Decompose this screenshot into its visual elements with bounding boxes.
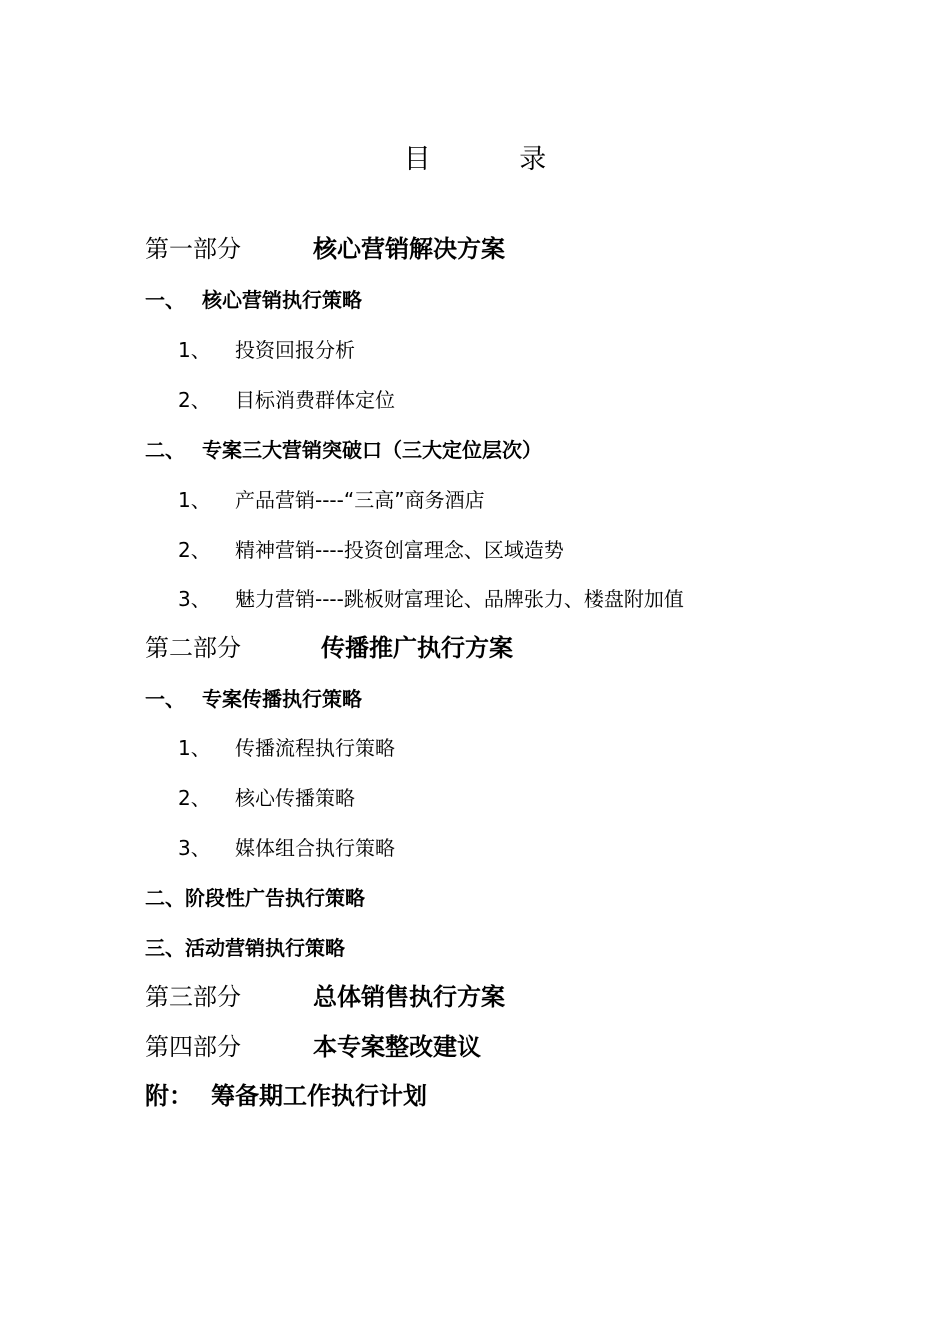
toc-section-2-2 [145,888,365,908]
section-1-1-title: 核心营销执行策略 [202,288,362,312]
item-2-1-2-number: 2、 [178,786,211,810]
part-4-lead: 第四部分 [145,1033,241,1061]
item-2-1-3-title: 媒体组合执行策略 [235,836,395,860]
part-4-title: 本专案整改建议 [313,1033,481,1061]
section-2-1-title: 专案传播执行策略 [202,687,362,711]
section-2-1-number: 一、 [145,687,185,711]
section-1-2-title: 专案三大营销突破口（三大定位层次） [202,438,542,462]
toc-section-1-2 [145,440,542,460]
item-1-1-1-number: 1、 [178,338,211,362]
item-2-1-1-title: 传播流程执行策略 [235,736,395,760]
section-2-3-title: 三、活动营销执行策略 [145,936,345,960]
toc-item-1-1-1 [178,340,355,360]
part-1-lead: 第一部分 [145,235,241,263]
item-1-2-3-number: 3、 [178,587,211,611]
item-2-1-3-number: 3、 [178,836,211,860]
toc-part-2 [145,636,513,660]
item-1-2-2-number: 2、 [178,538,211,562]
toc-appendix [145,1084,427,1108]
toc-part-4 [145,1035,481,1059]
part-3-title: 总体销售执行方案 [313,983,505,1011]
toc-item-1-2-3 [178,589,684,609]
item-1-2-1-title: 产品营销----“三高”商务酒店 [235,488,485,512]
part-1-title: 核心营销解决方案 [313,235,505,263]
part-2-title: 传播推广执行方案 [321,634,513,662]
item-1-1-2-title: 目标消费群体定位 [235,388,395,412]
page-title: 目 录 [403,144,587,175]
item-2-1-1-number: 1、 [178,736,211,760]
toc-item-2-1-3 [178,838,395,858]
toc-section-2-3 [145,938,345,958]
toc-item-1-2-2 [178,540,564,560]
item-1-2-1-number: 1、 [178,488,211,512]
section-1-1-number: 一、 [145,288,185,312]
section-2-2-title: 二、阶段性广告执行策略 [145,886,365,910]
item-1-2-2-title: 精神营销----投资创富理念、区域造势 [235,538,564,562]
item-1-1-2-number: 2、 [178,388,211,412]
toc-section-1-1 [145,290,362,310]
item-1-1-1-title: 投资回报分析 [235,338,355,362]
appendix-lead: 附： [145,1082,193,1110]
toc-item-1-2-1 [178,490,485,510]
toc-part-3 [145,985,505,1009]
item-2-1-2-title: 核心传播策略 [235,786,355,810]
toc-part-1 [145,237,505,261]
part-2-lead: 第二部分 [145,634,241,662]
part-3-lead: 第三部分 [145,983,241,1011]
item-1-2-3-title: 魅力营销----跳板财富理论、品牌张力、楼盘附加值 [235,587,684,611]
toc-item-1-1-2 [178,390,395,410]
toc-item-2-1-1 [178,738,395,758]
toc-section-2-1 [145,689,362,709]
toc-item-2-1-2 [178,788,355,808]
appendix-title: 筹备期工作执行计划 [211,1082,427,1110]
section-1-2-number: 二、 [145,438,185,462]
